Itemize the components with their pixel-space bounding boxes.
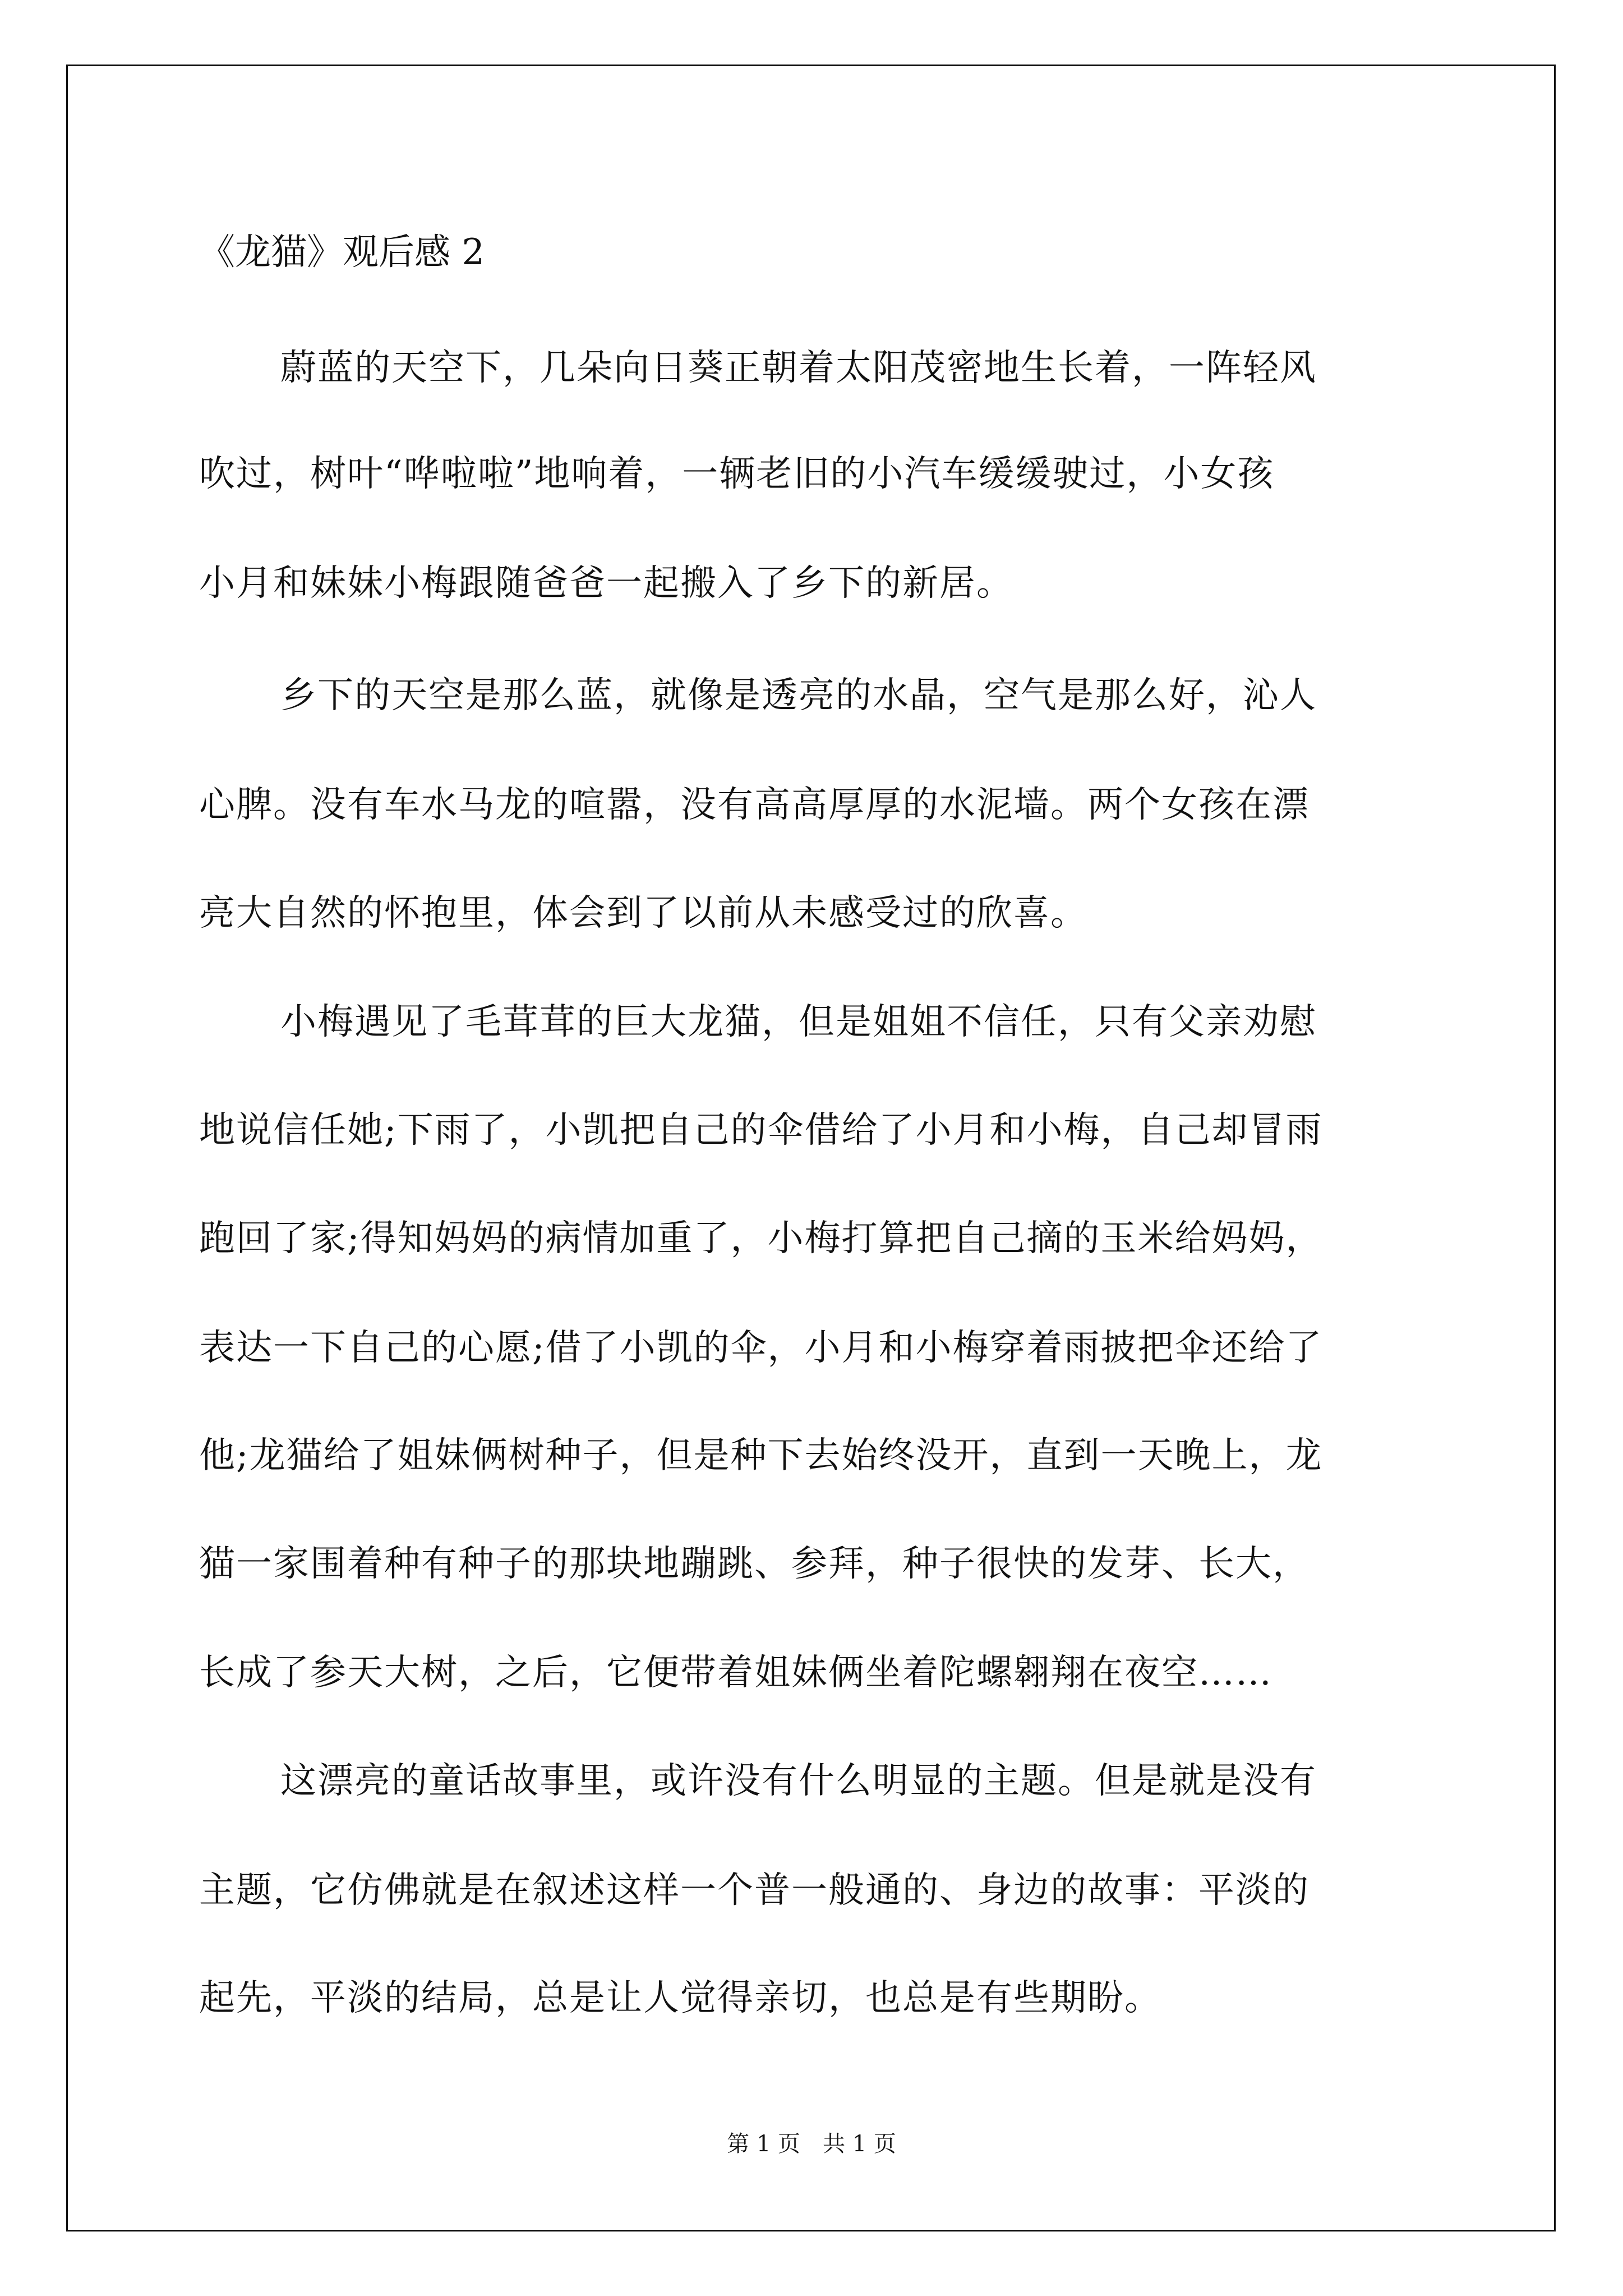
paragraph-3-line-5: 他;龙猫给了姐妹俩树种子，但是种下去始终没开，直到一天晚上，龙 (199, 1435, 1323, 1476)
paragraph-1-line-1: 蔚蓝的天空下，几朵向日葵正朝着太阳茂密地生长着，一阵轻风 (280, 347, 1317, 389)
page-number-footer: 第 1 页 共 1 页 (727, 2131, 896, 2157)
paragraph-3-line-6: 猫一家围着种有种子的那块地蹦跳、参拜，种子很快的发芽、长大， (199, 1543, 1310, 1585)
paragraph-1-line-2: 吹过，树叶“哗啦啦”地响着，一辆老旧的小汽车缓缓驶过，小女孩 (199, 453, 1275, 495)
document-title: 《龙猫》观后感 2 (199, 232, 485, 273)
paragraph-3-line-4: 表达一下自己的心愿;借了小凯的伞，小月和小梅穿着雨披把伞还给了 (199, 1327, 1323, 1369)
paragraph-3-line-1: 小梅遇见了毛茸茸的巨大龙猫，但是姐姐不信任，只有父亲劝慰 (280, 1001, 1317, 1043)
paragraph-2-line-1: 乡下的天空是那么蓝，就像是透亮的水晶，空气是那么好，沁人 (280, 675, 1317, 716)
paragraph-3-line-2: 地说信任她;下雨了，小凯把自己的伞借给了小月和小梅，自己却冒雨 (199, 1110, 1323, 1151)
paragraph-2-line-2: 心脾。没有车水马龙的喧嚣，没有高高厚厚的水泥墙。两个女孩在漂 (199, 784, 1310, 826)
paragraph-4-line-1: 这漂亮的童话故事里，或许没有什么明显的主题。但是就是没有 (280, 1760, 1317, 1802)
paragraph-4-line-3: 起先，平淡的结局，总是让人觉得亲切，也总是有些期盼。 (199, 1977, 1161, 2019)
paragraph-2-line-3: 亮大自然的怀抱里，体会到了以前从未感受过的欣喜。 (199, 892, 1087, 934)
paragraph-3-line-7: 长成了参天大树，之后，它便带着姐妹俩坐着陀螺翱翔在夜空…… (199, 1652, 1272, 1694)
paragraph-3-line-3: 跑回了家;得知妈妈的病情加重了，小梅打算把自己摘的玉米给妈妈， (199, 1218, 1323, 1259)
paragraph-4-line-2: 主题，它仿佛就是在叙述这样一个普一般通的、身边的故事：平淡的 (199, 1870, 1310, 1911)
paragraph-1-line-3: 小月和妹妹小梅跟随爸爸一起搬入了乡下的新居。 (199, 563, 1013, 604)
